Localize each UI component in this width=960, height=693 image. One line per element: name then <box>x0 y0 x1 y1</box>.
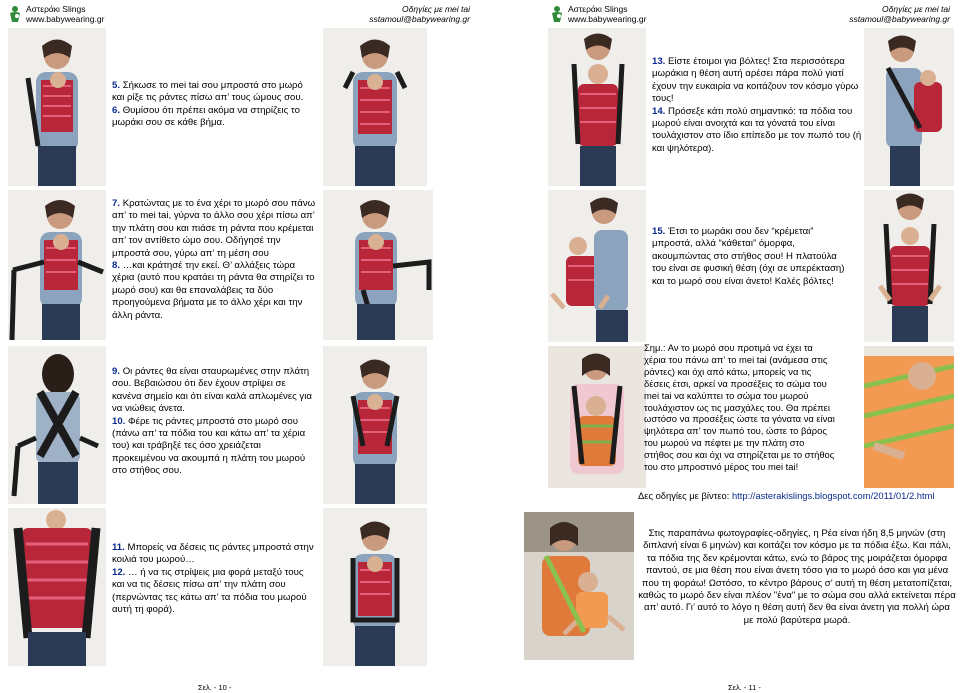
step12-number: 12. <box>112 566 126 578</box>
brand-url[interactable]: www.babywearing.gr <box>568 14 647 24</box>
photo-step14 <box>864 28 954 186</box>
step8-number: 8. <box>112 260 121 272</box>
photo-closing <box>524 512 634 660</box>
guide-title: Οδηγίες με mei tai <box>882 4 950 14</box>
step7-8-text <box>112 198 319 322</box>
step9-number: 9. <box>112 366 121 377</box>
closing-text: Στις παραπάνω φωτογραφίες-οδηγίες, η Ρέα είναι ήδη 8,5 μηνών (στη διπλανή είναι 6 μηνών) και κοιτάζει τον κόσμο με τα πόδια έξω. Και πάλι, τα πόδια της δεν κρέμονται κάτω, ενώ το βάρος της μοιράζεται όμορφα παντού, σε μια θέση που είναι άνετη τόσο για το μωρό όσο και για μένα που τη φοράω! Ωστόσο, το κέντρο βάρους σ’ αυτή τη θέση μετατοπίζεται, καθώς το μωρό δεν είναι πλέον "ένα" με το σώμα σου αλλά εκτείνεται πέρα απ’ αυτό. Γι’ αυτό το λόγο η θέση αυτή δεν θα είναι άνετη για πολλή ώρα με πολύ βαρύτερα μωρά. <box>638 528 956 626</box>
step13-14-text <box>652 56 864 155</box>
step5-number: 5. <box>112 80 121 91</box>
photo-step9 <box>8 346 106 504</box>
step6-number: 6. <box>112 104 121 116</box>
photo-step15-front <box>548 190 646 342</box>
video-link[interactable]: http://asterakislings.blogspot.com/2011/01/2.html <box>731 490 935 501</box>
right-page <box>480 0 960 693</box>
step9-text: Οι ράντες θα είναι σταυρωμένες στην πλάτη σου. Βεβαιώσου ότι δεν έχουν στρίψει σε κανένα σημείο και ότι είναι καλά απλωμένες για να νιώθεις άνετα. <box>112 366 312 415</box>
email-address[interactable]: sstamoul@babywearing.gr <box>369 14 470 24</box>
step9-10-text <box>112 366 317 478</box>
left-header <box>0 2 480 26</box>
video-line <box>638 490 960 502</box>
guide-header <box>369 4 470 24</box>
photo-step11 <box>8 508 106 666</box>
photo-note <box>548 346 646 488</box>
guide-header <box>849 4 950 24</box>
step7-number: 7. <box>112 198 121 209</box>
step10-number: 10. <box>112 415 126 427</box>
step11-12-text <box>112 542 317 616</box>
photo-step7 <box>8 190 106 340</box>
step8-text: …και κράτησέ την εκεί. Θ’ αλλάξεις τώρα χέρια (αυτό που κρατάει τη ράντα θα στηρίζει το μωρό σου) και θα επαναλάβεις τα δύο προηγούμενα βήματα με το άλλο χέρι και την άλλη ράντα. <box>112 260 315 321</box>
step14-text: Πρόσεξε κάτι πολύ σημαντικό: τα πόδια του μωρού είναι ανοιχτά και τα γόνατά του είναι τουλάχιστον στο ίδιο επίπεδο με τον πωπό του (ή και ψηλότερα). <box>652 105 862 154</box>
brand-block <box>26 4 104 24</box>
step11-number: 11. <box>112 542 125 553</box>
note-text: Σημ.: Αν το μωρό σου προτιμά να έχει τα χέρια του πάνω απ’ το mei tai (ανάμεσα στις ράντες) και όχι από κάτω, μπορείς να τις δέσεις έτσι, αρκεί να προσέξεις το σώμα του mei tai να καλύπτει το σώμα του μωρού τουλάχιστον ως τις μασχάλες του. Θα πρέπει ωστόσο να προσέξεις ώστε τα γόνατα να είναι ψηλότερα απ’ τον πωπό του, ώστε το βάρος του μωρού να πέφτει με την πλάτη στο στήθος σου και όχι να στηρίζεται με το στήθος του στο μπροστινό μέρος του mei tai! <box>644 342 835 473</box>
step15-text-block <box>652 226 852 288</box>
guide-title: Οδηγίες με mei tai <box>402 4 470 14</box>
brand-block <box>568 4 646 24</box>
photo-step8 <box>323 190 433 340</box>
photo-step12 <box>323 508 427 666</box>
video-prefix: Δες οδηγίες με βίντεο: <box>638 490 732 501</box>
step13-text: Είστε έτοιμοι για βόλτες! Στα περισσότερα μωράκια η θέση αυτή αρέσει πάρα πολύ γιατί έχουν την ευκαιρία να κοιτάζουν τον κόσμο γύρω τους! <box>652 56 859 105</box>
step5-6-text <box>112 80 317 130</box>
step15-number: 15. <box>652 226 666 237</box>
photo-step15-side <box>864 190 954 342</box>
step15-text: Έτσι το μωράκι σου δεν “κρέμεται” μπροστά, αλλά “κάθεται” όμορφα, ακουμπώντας στο στήθος σου! Η πλατούλα του είναι σε φυσική θέση (όχι σε υπερέκταση) και το μωρό σου είναι άνετο! Καλές βόλτες! <box>652 226 845 287</box>
right-header <box>480 2 960 26</box>
page-number-right: Σελ. - 11 - <box>728 683 761 692</box>
photo-step6 <box>323 28 427 186</box>
photo-step13 <box>548 28 646 186</box>
email-address[interactable]: sstamoul@babywearing.gr <box>849 14 950 24</box>
page-number-left: Σελ. - 10 - <box>198 683 232 692</box>
step5-text: Σήκωσε το mei tai σου μπροστά στο μωρό και ρίξε τις ράντες πίσω απ’ τους ώμους σου. <box>112 80 304 104</box>
brand-name: Αστεράκι Slings <box>26 4 86 14</box>
brand-url[interactable]: www.babywearing.gr <box>26 14 105 24</box>
photo-step10 <box>323 346 427 504</box>
sling-logo-icon <box>550 5 564 23</box>
sling-logo-icon <box>8 5 22 23</box>
step14-number: 14. <box>652 105 666 117</box>
step11-text: Μπορείς να δέσεις τις ράντες μπροστά στην κοιλιά του μωρού… <box>112 542 314 566</box>
brand-name: Αστεράκι Slings <box>568 4 628 14</box>
photo-step5 <box>8 28 106 186</box>
photo-note-closeup <box>864 346 954 488</box>
step13-number: 13. <box>652 56 666 67</box>
step10-text: Φέρε τις ράντες μπροστά στο μωρό σου (πάνω απ’ τα πόδια του και κάτω απ’ τα χέρια του) και τράβηξέ τες όσο χρειάζεται προκειμένου να ακουμπά η πλάτη του μωρού στο στήθος σου. <box>112 415 306 477</box>
step12-text: … ή να τις στρίψεις μια φορά μεταξύ τους και να τις δέσεις πίσω απ’ την πλάτη σου (περνώντας τες κάτω απ’ τα πόδια του μωρού αυτή τη φορά). <box>112 566 307 616</box>
step7-text: Κρατώντας με το ένα χέρι το μωρό σου πάνω απ’ το mei tai, γύρνα το άλλο σου χέρι πίσω απ’ την πλάτη σου και πιάσε τη ράντα που κρέμεται απ’ τον αντίθετο ώμο σου. Οδήγησέ την μπροστά σου, γύρω απ’ τη μέση σου <box>112 198 316 259</box>
step6-text: Θυμίσου ότι πρέπει ακόμα να στηρίζεις το μωράκι σου σε κάθε βήμα. <box>112 104 300 129</box>
